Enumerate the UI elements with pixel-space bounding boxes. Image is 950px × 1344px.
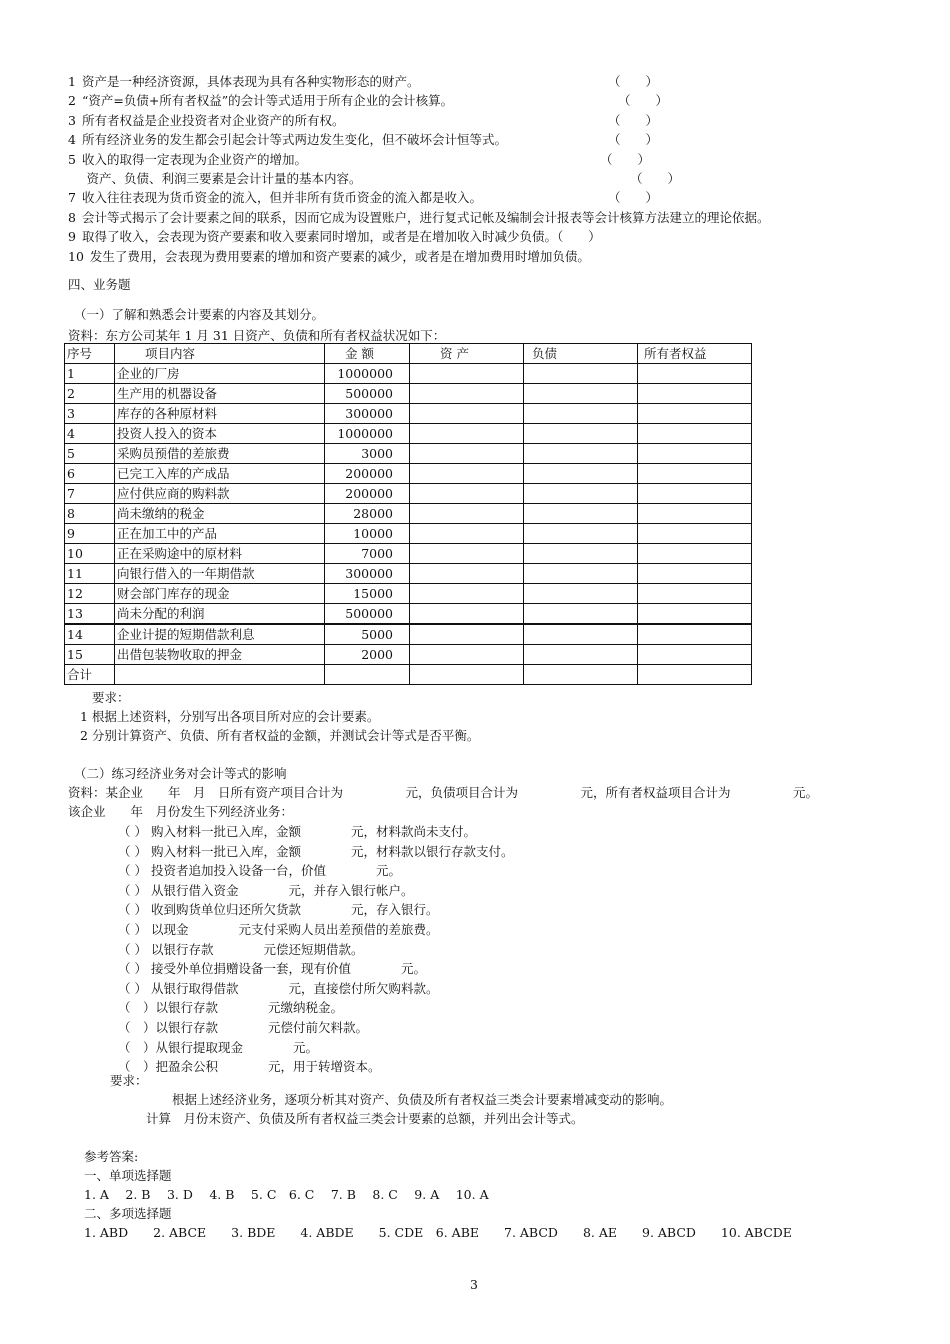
row-assets (410, 645, 524, 665)
judgement-text: 发生了费用，会表现为费用要素的增加和资产要素的减少，或者是在增加费用时增加负债。 (89, 248, 590, 264)
table-total-row (65, 665, 752, 685)
row-index: 10 (65, 544, 115, 564)
row-item: 尚未分配的利润 (115, 604, 325, 625)
business-item: （ ） 从银行借入资金 元，并存入银行帐户。 (118, 882, 414, 898)
header-item: 项目内容 (115, 344, 325, 364)
part2-requirement-2: 计算 月份末资产、负债及所有者权益三类会计要素的总额，并列出会计等式。 (146, 1111, 584, 1126)
judgement-item (68, 208, 888, 227)
row-item: 已完工入库的产成品 (115, 464, 325, 484)
judgement-text: 所有者权益是企业投资者对企业资产的所有权。 (81, 112, 345, 128)
row-index: 11 (65, 564, 115, 584)
total-cell (638, 665, 752, 685)
row-index: 15 (65, 645, 115, 665)
row-index: 14 (65, 624, 115, 645)
business-item: （ ） 购入材料一批已入库，金额 元，材料款尚未支付。 (118, 824, 476, 839)
table-header-row (65, 344, 752, 364)
judgement-text: 所有经济业务的发生都会引起会计等式两边发生变化，但不破坏会计恒等式。 (81, 132, 507, 148)
row-equity (638, 364, 752, 384)
business-item: （ ）从银行提取现金 元。 (118, 1039, 319, 1055)
row-assets (410, 624, 524, 645)
row-liabilities (524, 645, 638, 665)
answers-title: 参考答案: (84, 1149, 139, 1164)
row-amount: 300000 (325, 564, 410, 584)
part2-material-line2: 该企业 年 月份发生下列经济业务： (68, 804, 294, 819)
page-number: 3 (470, 1277, 478, 1292)
row-liabilities (524, 404, 638, 424)
business-item: （ ）把盈余公积 元，用于转增资本。 (118, 1059, 381, 1075)
row-item: 应付供应商的购料款 (115, 484, 325, 504)
row-amount: 15000 (325, 584, 410, 604)
row-assets (410, 384, 524, 404)
judgement-text: 收入往往表现为货币资金的流入，但并非所有货币资金的流入都是收入。 (81, 190, 482, 206)
table-row (65, 524, 752, 544)
row-liabilities (524, 584, 638, 604)
row-index: 13 (65, 604, 115, 625)
judgement-number: 9 (68, 229, 76, 245)
row-equity (638, 404, 752, 424)
business-item: （ ） 以现金 元支付采购人员出差预借的差旅费。 (118, 921, 439, 937)
row-index: 9 (65, 524, 115, 544)
row-index: 6 (65, 464, 115, 484)
judgement-number: 8 (68, 209, 76, 225)
judgement-item (68, 72, 888, 91)
row-item: 出借包装物收取的押金 (115, 645, 325, 665)
row-liabilities (524, 604, 638, 625)
row-item: 库存的各种原材料 (115, 404, 325, 424)
row-item: 企业的厂房 (115, 364, 325, 384)
table-row (65, 424, 752, 444)
table-row (65, 404, 752, 424)
judgement-question-list (68, 72, 888, 266)
total-cell (325, 665, 410, 685)
row-amount: 300000 (325, 404, 410, 424)
row-assets (410, 604, 524, 625)
row-liabilities (524, 524, 638, 544)
table-row (65, 504, 752, 524)
header-liabilities: 负债 (524, 344, 638, 364)
row-item: 企业计提的短期借款利息 (115, 624, 325, 645)
answer-blank: （ ） (608, 74, 659, 89)
table-row (65, 604, 752, 625)
row-liabilities (524, 444, 638, 464)
row-liabilities (524, 504, 638, 524)
row-equity (638, 464, 752, 484)
row-liabilities (524, 384, 638, 404)
total-cell (115, 665, 325, 685)
judgement-item (68, 111, 888, 130)
row-equity (638, 645, 752, 665)
row-equity (638, 424, 752, 444)
row-item: 财会部门库存的现金 (115, 584, 325, 604)
answer-blank: （ ） (608, 112, 659, 128)
asset-liability-table (64, 343, 752, 685)
part1-requirement-title: 要求： (92, 690, 130, 705)
judgement-text: 取得了收入，会表现为资产要素和收入要素同时增加，或者是在增加收入时减少负债。（ ） (81, 229, 601, 245)
row-liabilities (524, 464, 638, 484)
row-equity (638, 524, 752, 544)
table-row (65, 624, 752, 645)
row-amount: 3000 (325, 444, 410, 464)
row-amount: 500000 (325, 604, 410, 625)
row-item: 向银行借入的一年期借款 (115, 564, 325, 584)
part2-title: （二）练习经济业务对会计等式的影响 (74, 766, 287, 781)
row-index: 7 (65, 484, 115, 504)
row-index: 4 (65, 424, 115, 444)
judgement-item (68, 130, 888, 149)
section-title-business: 四、业务题 (68, 277, 131, 292)
row-liabilities (524, 364, 638, 384)
row-assets (410, 584, 524, 604)
judgement-number: 3 (68, 112, 76, 128)
row-item: 正在加工中的产品 (115, 524, 325, 544)
table-row (65, 464, 752, 484)
judgement-number: 10 (68, 248, 84, 264)
row-item: 采购员预借的差旅费 (115, 444, 325, 464)
judgement-number: 5 (68, 151, 76, 167)
row-assets (410, 544, 524, 564)
row-amount: 1000000 (325, 364, 410, 384)
table-row (65, 364, 752, 384)
table-row (65, 484, 752, 504)
row-index: 2 (65, 384, 115, 404)
total-cell (524, 665, 638, 685)
judgement-text: 资产是一种经济资源，具体表现为具有各种实物形态的财产。 (81, 74, 420, 89)
row-equity (638, 484, 752, 504)
row-item: 尚未缴纳的税金 (115, 504, 325, 524)
judgement-number: 4 (68, 132, 76, 148)
part1-title: （一）了解和熟悉会计要素的内容及其划分。 (74, 307, 325, 322)
business-item: （ ） 收到购货单位归还所欠货款 元，存入银行。 (118, 902, 439, 918)
row-amount: 28000 (325, 504, 410, 524)
header-equity: 所有者权益 (638, 344, 752, 364)
table-row (65, 584, 752, 604)
business-item: （ ） 从银行取得借款 元，直接偿付所欠购料款。 (118, 980, 439, 996)
row-amount: 500000 (325, 384, 410, 404)
judgement-item (68, 247, 888, 266)
judgement-item (68, 169, 888, 188)
judgement-item (68, 150, 888, 169)
row-equity (638, 564, 752, 584)
row-liabilities (524, 544, 638, 564)
judgement-number: 1 (68, 74, 76, 89)
row-assets (410, 504, 524, 524)
row-assets (410, 424, 524, 444)
part1-requirement-1: 1 根据上述资料，分别写出各项目所对应的会计要素。 (80, 709, 380, 724)
row-liabilities (524, 484, 638, 504)
row-assets (410, 564, 524, 584)
table-row (65, 444, 752, 464)
answers-multi-title: 二、多项选择题 (84, 1206, 172, 1221)
business-item: （ ） 购入材料一批已入库，金额 元，材料款以银行存款支付。 (118, 843, 514, 859)
business-item: （ ） 接受外单位捐赠设备一套，现有价值 元。 (118, 961, 426, 977)
row-assets (410, 404, 524, 424)
judgement-text: 会计等式揭示了会计要素之间的联系，因而它成为设置账户，进行复式记帐及编制会计报表等会计核算方法建立的理论依据。 (81, 209, 770, 225)
answers-single: 1. A 2. B 3. D 4. B 5. C 6. C 7. B 8. C 9. A 10. A (84, 1187, 489, 1202)
judgement-text: 收入的取得一定表现为企业资产的增加。 (81, 151, 307, 167)
row-equity (638, 444, 752, 464)
header-amount: 金 额 (325, 344, 410, 364)
row-index: 3 (65, 404, 115, 424)
row-assets (410, 524, 524, 544)
answer-blank: （ ） (608, 190, 659, 206)
part2-requirement-1: 根据上述经济业务，逐项分析其对资产、负债及所有者权益三类会计要素增减变动的影响。 (172, 1092, 673, 1107)
business-item: （ ） 投资者追加投入设备一台，价值 元。 (118, 863, 401, 879)
row-amount: 5000 (325, 624, 410, 645)
table-row (65, 645, 752, 665)
row-liabilities (524, 624, 638, 645)
answer-blank: （ ） (618, 93, 669, 109)
part1-material: 资料：东方公司某年 1 月 31 日资产、负债和所有者权益状况如下： (68, 328, 446, 343)
row-equity (638, 584, 752, 604)
business-transaction-list (118, 822, 513, 1077)
row-equity (638, 624, 752, 645)
row-index: 8 (65, 504, 115, 524)
part2-material-line1: 资料：某企业 年 月 日所有资产项目合计为 元，负债项目合计为 元，所有者权益项目合计为 元。 (68, 785, 819, 800)
part1-requirement-2: 2 分别计算资产、负债、所有者权益的金额，并测试会计等式是否平衡。 (80, 728, 480, 743)
row-item: 生产用的机器设备 (115, 384, 325, 404)
judgement-item (68, 91, 888, 110)
table-row (65, 544, 752, 564)
judgement-number: 7 (68, 190, 76, 206)
judgement-text: “资产=负债+所有者权益”的会计等式适用于所有企业的会计核算。 (81, 93, 454, 109)
row-item: 投资人投入的资本 (115, 424, 325, 444)
row-assets (410, 364, 524, 384)
header-assets: 资 产 (410, 344, 524, 364)
row-amount: 7000 (325, 544, 410, 564)
table-row (65, 384, 752, 404)
answers-single-title: 一、单项选择题 (84, 1168, 172, 1183)
row-amount: 200000 (325, 464, 410, 484)
answer-blank: （ ） (608, 132, 659, 148)
header-index: 序号 (65, 344, 115, 364)
table-row (65, 564, 752, 584)
business-item: （ ） 以银行存款 元偿还短期借款。 (118, 941, 364, 957)
total-label: 合计 (65, 665, 115, 685)
judgement-item (68, 227, 888, 246)
total-cell (410, 665, 524, 685)
answer-blank: （ ） (600, 151, 651, 167)
row-assets (410, 464, 524, 484)
row-equity (638, 384, 752, 404)
judgement-number: 2 (68, 93, 76, 109)
row-index: 12 (65, 584, 115, 604)
row-liabilities (524, 424, 638, 444)
judgement-item (68, 188, 888, 207)
row-amount: 2000 (325, 645, 410, 665)
answers-multi: 1. ABD 2. ABCE 3. BDE 4. ABDE 5. CDE 6. ABE 7. ABCD 8. AE 9. ABCD 10. ABCDE (84, 1225, 792, 1240)
row-assets (410, 484, 524, 504)
row-assets (410, 444, 524, 464)
row-equity (638, 604, 752, 625)
business-item: （ ）以银行存款 元缴纳税金。 (118, 1000, 344, 1016)
row-liabilities (524, 564, 638, 584)
row-amount: 1000000 (325, 424, 410, 444)
row-equity (638, 504, 752, 524)
row-amount: 10000 (325, 524, 410, 544)
row-item: 正在采购途中的原材料 (115, 544, 325, 564)
row-index: 5 (65, 444, 115, 464)
row-equity (638, 544, 752, 564)
answer-blank: （ ） (630, 170, 681, 186)
part2-requirement-title: 要求： (110, 1073, 148, 1088)
business-item: （ ）以银行存款 元偿付前欠料款。 (118, 1019, 369, 1035)
row-amount: 200000 (325, 484, 410, 504)
row-index: 1 (65, 364, 115, 384)
judgement-text: 资产、负债、利润三要素是会计计量的基本内容。 (74, 170, 362, 186)
